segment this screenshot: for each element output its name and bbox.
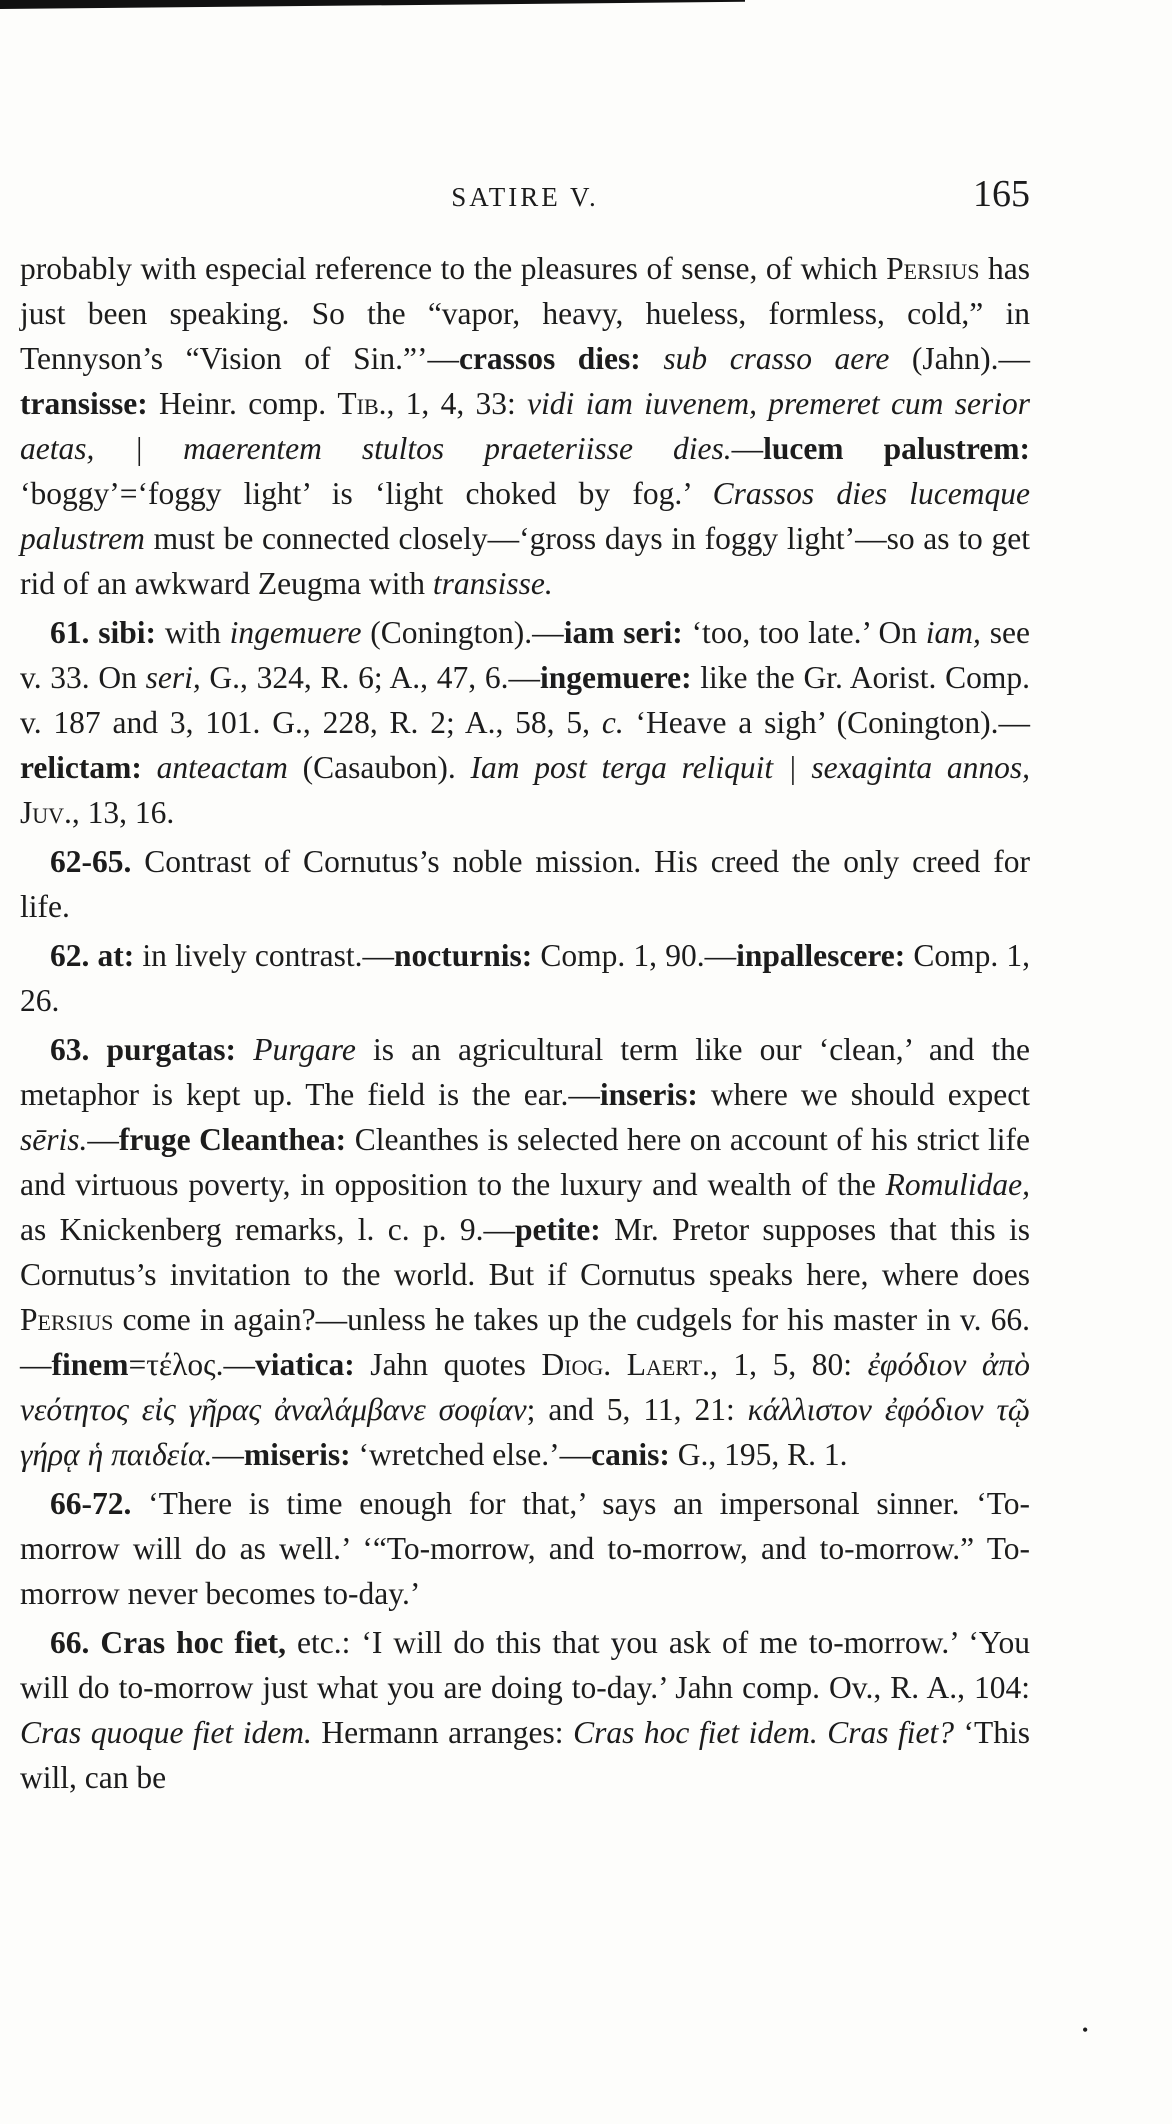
running-head: SATIRE V. (451, 182, 599, 212)
text-run: come in again?—unless he takes up the cudgels for his master in v. 66.— (20, 1302, 1030, 1382)
quotation: κάλλιστον ἐφόδιον τῷ γήρᾳ ἡ παιδεία. (20, 1392, 1030, 1472)
text-run: Contrast of Cornutus’s noble mission. His creed the only creed for life. (20, 844, 1030, 924)
lemma: transisse: (20, 386, 148, 421)
text-run: with (155, 615, 230, 650)
top-rule (0, 0, 745, 9)
text-run: has just been speaking. So the “vapor, heavy, hueless, formless, cold,” in Tennyson’s “Vision of Sin.”’— (20, 251, 1030, 376)
text-run: ‘There is time enough for that,’ says an impersonal sinner. ‘To-morrow will do as well.’ ‘“To-morrow, and to-morrow, and to-morrow.” To-morrow never becomes to-day.’ (20, 1486, 1030, 1611)
lemma: 61. sibi: (50, 615, 156, 650)
quotation: transisse. (432, 566, 553, 601)
lemma: 66. Cras hoc fiet, (50, 1625, 286, 1660)
text-run: , 1, 5, 80: (709, 1347, 868, 1382)
text-run (641, 341, 664, 376)
paragraph (20, 246, 1030, 606)
text-run (142, 750, 157, 785)
quotation: c. (601, 705, 624, 740)
text-run: Comp. 1, 26. (20, 938, 1031, 1018)
text-run: Jahn quotes (354, 1347, 542, 1382)
text-run: Mr. Pretor supposes that this is Cornutus’s invitation to the world. But if Cornutus speaks here, where does (20, 1212, 1030, 1292)
lemma: inseris: (599, 1077, 698, 1112)
lemma: ingemuere: (539, 660, 692, 695)
text-run: is an agricultural term like our ‘clean,’ and the metaphor is kept up. The field is the ear.— (20, 1032, 1031, 1112)
text-run: ‘wretched else.’— (350, 1437, 592, 1472)
text-run: G., 195, R. 1. (669, 1437, 848, 1472)
quotation: anteactam (156, 750, 288, 785)
lemma: petite: (515, 1212, 601, 1247)
author-name: Persius (886, 251, 980, 286)
quotation: ἐφόδιον ἀπὸ νεότητος εἰς γῆρας ἀναλάμβανε σοφίαν (20, 1347, 1030, 1427)
quotation: vidi iam iuvenem, premeret cum serior aetas, | maerentem stultos praeteriisse dies. (20, 386, 1030, 466)
quotation: sēris. (20, 1122, 88, 1157)
quotation: Cras quoque fiet idem. (20, 1715, 312, 1750)
lemma: finem (51, 1347, 129, 1382)
text-run: , 13, 16. (71, 795, 175, 830)
text-run: Heinr. comp. (147, 386, 338, 421)
quotation: iam, (925, 615, 981, 650)
paragraph (20, 1481, 1030, 1616)
text-run: — (87, 1122, 119, 1157)
text-run: G., 324, R. 6; A., 47, 6.— (200, 660, 540, 695)
quotation: sub crasso aere (663, 341, 890, 376)
text-run: ‘boggy’=‘foggy light’ is ‘light choked by fog.’ (20, 476, 713, 511)
lemma: iam seri: (563, 615, 683, 650)
lemma: crassos dies: (458, 341, 641, 376)
author-name: Tib. (337, 386, 387, 421)
text-run: like the Gr. Aorist. Comp. v. 187 and 3, 101. G., 228, R. 2; A., 58, 5, (20, 660, 1031, 740)
paragraph (20, 1027, 1030, 1477)
lemma: nocturnis: (394, 938, 533, 973)
page-number: 165 (973, 173, 1030, 215)
text-run: must be connected closely—‘gross days in foggy light’—so as to get rid of an awkward Zeugma with (20, 521, 1030, 601)
text-run: ‘This will, can be (20, 1715, 1030, 1795)
text-run: Comp. 1, 90.— (532, 938, 737, 973)
lemma: 63. purgatas: (50, 1032, 237, 1067)
lemma: 62. at: (50, 938, 135, 973)
quotation: Crassos dies lucemque palustrem (20, 476, 1030, 556)
text-run: (Jahn).— (889, 341, 1030, 376)
quotation: Romulidae, (885, 1167, 1030, 1202)
text-run: ‘Heave a sigh’ (Conington).— (623, 705, 1030, 740)
text-run: (Casaubon). (287, 750, 471, 785)
stray-mark: • (1082, 2020, 1089, 2040)
text-run: — (212, 1437, 244, 1472)
quotation: Iam post terga reliquit | sexaginta annos, (470, 750, 1031, 785)
lemma: inpallescere: (736, 938, 906, 973)
text-run: Hermann arranges: (311, 1715, 574, 1750)
author-name: Juv. (20, 795, 72, 830)
text-run: etc.: ‘I will do this that you ask of me to-morrow.’ ‘You will do to-morrow just what you are doing to-day.’ Jahn comp. Ov., R. A., 104: (20, 1625, 1030, 1705)
paragraph (20, 610, 1030, 835)
lemma: relictam: (20, 750, 142, 785)
lemma: 62-65. (50, 844, 132, 879)
text-run: , 1, 4, 33: (386, 386, 528, 421)
lemma: canis: (591, 1437, 670, 1472)
quotation: Cras hoc fiet idem. Cras fiet? (573, 1715, 954, 1750)
author-name: Diog. Laert. (541, 1347, 710, 1382)
page-header (20, 172, 1030, 222)
lemma: fruge Cleanthea: (118, 1122, 347, 1157)
text-run: in lively contrast.— (134, 938, 394, 973)
text-run: probably with especial reference to the pleasures of sense, of which (20, 251, 887, 286)
text-run (236, 1032, 253, 1067)
text-run: =τέλος.— (128, 1347, 256, 1382)
lemma: lucem palustrem: (763, 431, 1030, 466)
text-run: Cleanthes is selected here on account of his strict life and virtuous poverty, in opposition to the luxury and wealth of the (20, 1122, 1030, 1202)
text-run: ‘too, too late.’ On (682, 615, 926, 650)
paragraph (20, 839, 1030, 929)
text-run: where we should expect (697, 1077, 1030, 1112)
quotation: ingemuere (229, 615, 362, 650)
text-run: see v. 33. On (20, 615, 1030, 695)
text-run: ; and 5, 11, 21: (526, 1392, 748, 1427)
lemma: miseris: (243, 1437, 351, 1472)
paragraph (20, 1620, 1030, 1800)
author-name: Persius (20, 1302, 114, 1337)
text-run: (Conington).— (361, 615, 564, 650)
quotation: Purgare (253, 1032, 356, 1067)
text-run: — (731, 431, 764, 466)
lemma: 66-72. (50, 1486, 132, 1521)
text-run: as Knickenberg remarks, l. c. p. 9.— (20, 1212, 516, 1247)
paragraph (20, 933, 1030, 1023)
lemma: viatica: (255, 1347, 355, 1382)
commentary-body (20, 246, 1030, 1804)
quotation: seri, (145, 660, 201, 695)
